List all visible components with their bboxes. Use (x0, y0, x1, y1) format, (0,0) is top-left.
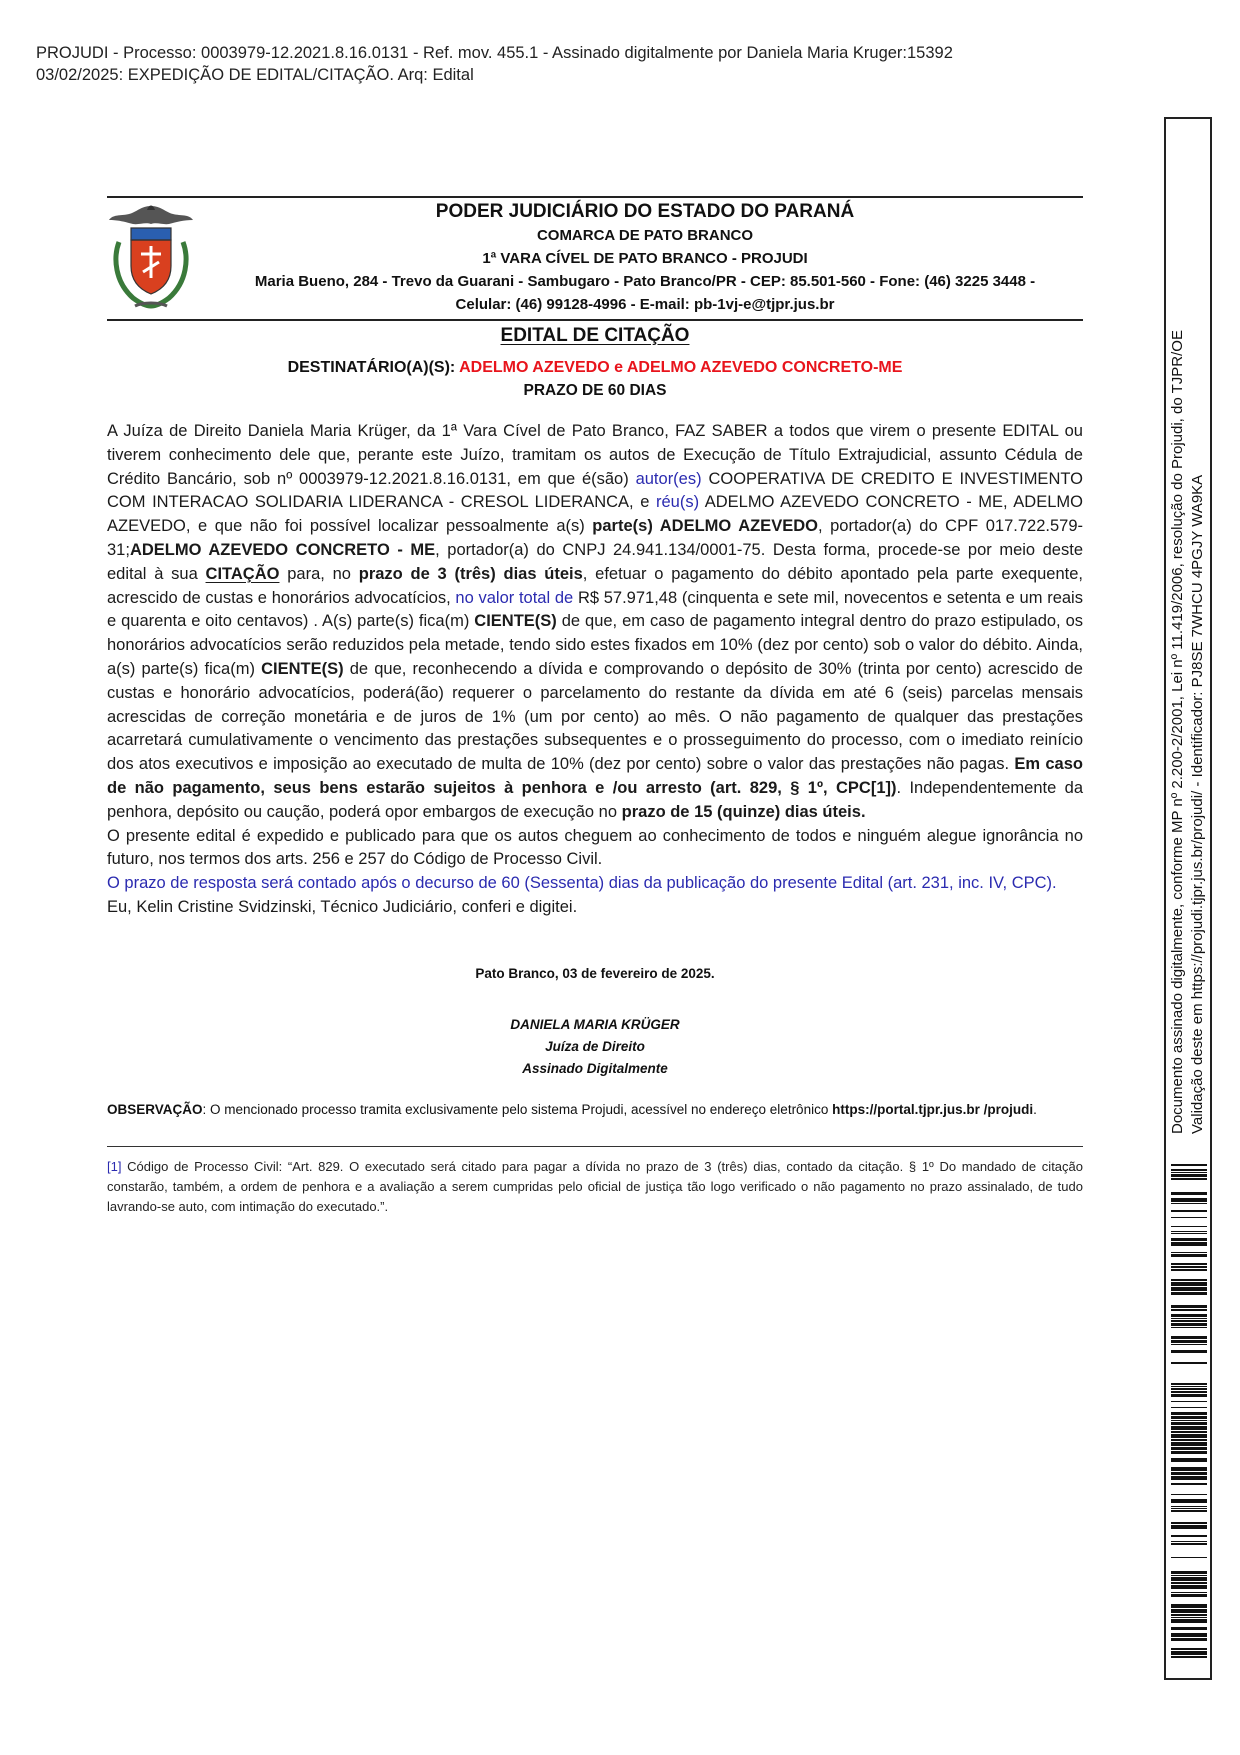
barcode-bar (1171, 1633, 1207, 1637)
barcode-bar (1171, 1292, 1207, 1295)
barcode-bar (1171, 1431, 1207, 1433)
reu-link: réu(s) (655, 493, 700, 512)
comarca: COMARCA DE PATO BRANCO (536, 227, 754, 244)
document-top-header (36, 42, 953, 86)
barcode-bar (1171, 1282, 1207, 1286)
observacao: OBSERVAÇÃO: O mencionado processo tramita exclusivamente pelo sistema Projudi, acessível no endereço eletrônico https://portal.tjpr.jus.br /projudi. (107, 1102, 1037, 1117)
citacao-term: CITAÇÃO (205, 564, 280, 583)
signed-digitally: Assinado Digitalmente (522, 1061, 668, 1076)
barcode-bar (1171, 1447, 1207, 1450)
body-paragraph-3: O prazo de resposta será contado após o decurso de 60 (Sessenta) dias da publicação do presente Edital (art. 231, inc. IV, CPC). (107, 874, 1057, 893)
barcode-bar (1171, 1541, 1207, 1542)
barcode-bar (1171, 1467, 1207, 1471)
header-line-1: PROJUDI - Processo: 0003979-12.2021.8.16.0131 - Ref. mov. 455.1 - Assinado digitalmente por Daniela Maria Kruger:15392 (36, 44, 953, 62)
barcode-bar (1171, 1422, 1207, 1425)
barcode-bar (1171, 1407, 1207, 1408)
barcode-bar (1171, 1494, 1207, 1495)
barcode-bar (1171, 1401, 1207, 1402)
body-paragraph-4: Eu, Kelin Cristine Svidzinski, Técnico Judiciário, conferi e digitei. (107, 897, 578, 916)
court-title: PODER JUDICIÁRIO DO ESTADO DO PARANÁ (435, 201, 855, 222)
barcode-bar (1171, 1383, 1207, 1385)
barcode-icon (1171, 1164, 1207, 1669)
barcode-bar (1171, 1178, 1207, 1180)
barcode-bar (1171, 1340, 1207, 1343)
barcode-bar (1171, 1510, 1207, 1512)
footnote-text: Código de Processo Civil: “Art. 829. O executado será citado para pagar a dívida no prazo de 3 (três) dias, contado da citação. § 1º Do mandado de citação constarão, também, a ordem de penhora e a avaliação a serem cumpridas pelo oficial de justiça tão logo verificado o não pagamento no prazo assinalado, de tudo lavrando-se auto, com intimação do executado.”. (107, 1159, 1083, 1214)
barcode-bar (1171, 1522, 1207, 1524)
barcode-bar (1171, 1476, 1207, 1480)
barcode-bar (1171, 1592, 1207, 1593)
prazo-heading: PRAZO DE 60 DIAS (523, 382, 667, 399)
barcode-bar (1171, 1434, 1207, 1438)
barcode-bar (1171, 1426, 1207, 1430)
digital-signature-stamp (1164, 117, 1212, 1680)
barcode-bar (1171, 1305, 1207, 1308)
barcode-bar (1171, 1394, 1207, 1397)
barcode-bar (1171, 1508, 1207, 1509)
barcode-bar (1171, 1648, 1207, 1650)
barcode-bar (1171, 1266, 1207, 1268)
barcode-bar (1171, 1585, 1207, 1589)
barcode-bar (1171, 1416, 1207, 1419)
barcode-bar (1171, 1483, 1207, 1485)
barcode-bar (1171, 1210, 1207, 1212)
observacao-label: OBSERVAÇÃO (107, 1102, 203, 1117)
barcode-bar (1171, 1439, 1207, 1441)
penhora-warning: Em caso de não pagamento, seus bens estarão sujeitos à penhora e /ou arresto (art. 829, § 1º, CPC[1]) (107, 755, 1083, 797)
barcode-bar (1171, 1263, 1207, 1265)
barcode-bar (1171, 1169, 1207, 1171)
barcode-bar (1171, 1582, 1207, 1584)
barcode-bar (1171, 1638, 1207, 1641)
barcode-bar (1171, 1543, 1207, 1545)
barcode-bar (1171, 1279, 1207, 1281)
barcode-bar (1171, 1252, 1207, 1253)
barcode-bar (1171, 1269, 1207, 1271)
barcode-bar (1171, 1627, 1207, 1630)
edital-title-block (107, 323, 1083, 403)
court-contact: Celular: (46) 99128-4996 - E-mail: pb-1vj-e@tjpr.jus.br (455, 296, 835, 313)
projudi-url[interactable]: https://portal.tjpr.jus.br /projudi (832, 1102, 1034, 1117)
barcode-bar (1171, 1535, 1207, 1537)
barcode-bar (1171, 1391, 1207, 1393)
barcode-bar (1171, 1617, 1207, 1618)
barcode-bar (1171, 1350, 1207, 1353)
barcode-bar (1171, 1226, 1207, 1227)
footnote (107, 1157, 1083, 1217)
header-line-2: 03/02/2025: EXPEDIÇÃO DE EDITAL/CITAÇÃO. Arq: Edital (36, 66, 474, 84)
edital-body (107, 420, 1083, 920)
barcode-bar (1171, 1309, 1207, 1311)
footnote-ref[interactable]: [1] (107, 1159, 122, 1174)
barcode-bar (1171, 1557, 1207, 1558)
dest-names: ADELMO AZEVEDO e ADELMO AZEVEDO CONCRETO-ME (459, 359, 903, 376)
barcode-bar (1171, 1420, 1207, 1421)
barcode-bar (1171, 1254, 1207, 1257)
barcode-bar (1171, 1506, 1207, 1507)
barcode-bar (1171, 1614, 1207, 1616)
coat-of-arms-icon (107, 202, 195, 312)
barcode-bar (1171, 1442, 1207, 1446)
stamp-text (1168, 134, 1208, 1134)
signature-block (107, 1014, 1083, 1080)
barcode-bar (1171, 1472, 1207, 1475)
signer-name: DANIELA MARIA KRÜGER (510, 1017, 680, 1032)
place-date: Pato Branco, 03 de fevereiro de 2025. (475, 966, 715, 981)
barcode-bar (1171, 1217, 1207, 1218)
barcode-bar (1171, 1525, 1207, 1529)
barcode-bar (1171, 1571, 1207, 1574)
barcode-bar (1171, 1314, 1207, 1317)
barcode-bar (1171, 1233, 1207, 1234)
stamp-line-2: Validação deste em https://projudi.tjpr.jus.br/projudi/ - Identificador: PJ8SE 7WHCU 4PGJY WA9KA (1189, 474, 1206, 1134)
barcode-bar (1171, 1609, 1207, 1613)
barcode-bar (1171, 1174, 1207, 1177)
body-paragraph-1: A Juíza de Direito Daniela Maria Krüger, da 1ª Vara Cível de Pato Branco, FAZ SABER a todos que virem o presente EDITAL ou tiverem conhecimento dele que, perante este Juízo, tramitam os autos de Execução de Título Extrajudicial, assunto Cédula de Crédito Bancário, sob nº 0003979-12.2021.8.16.0131, em que é(são) autor(es) COOPERATIVA DE CREDITO E INVESTIMENTO COM INTERACAO SOLIDARIA LIDERANCA - CRESOL LIDERANCA, e réu(s) ADELMO AZEVEDO CONCRETO - ME, ADELMO AZEVEDO, e que não foi possível localizar pessoalmente a(s) parte(s) ADELMO AZEVEDO, portador(a) do CPF 017.722.579-31;ADELMO AZEVEDO CONCRETO - ME, portador(a) do CNPJ 24.941.134/0001-75. Desta forma, procede-se por meio deste edital à sua CITAÇÃO para, no prazo de 3 (três) dias úteis, efetuar o pagamento do débito apontado pela parte exequente, acrescido de custas e honorários advocatícios, no valor total de R$ 57.971,48 (cinquenta e sete mil, novecentos e setenta e um reais e quarenta e oito centavos) . A(s) parte(s) fica(m) CIENTE(S) de que, em caso de pagamento integral dentro do prazo estipulado, os honorários advocatícios serão reduzidos pela metade, tendo sido estes fixados em 10% (dez por cento) sob o valor do débito. Ainda, a(s) parte(s) fica(m) CIENTE(S) de que, reconhecendo a dívida e comprovando o depósito de 30% (trinta por cento) acrescido de custas e honorário advocatícios, poderá(ão) requerer o parcelamento do restante da dívida em até 6 (seis) parcelas mensais acrescidas de correção monetária e de juros de 1% (um por cento) ao mês. O não pagamento de qualquer das prestações acarretará cumulativamente o vencimento das prestações subsequentes e o prosseguimento do processo, com o imediato reinício dos atos executivos e imposição ao executado de multa de 10% (dez por cento) sobre o valor das prestações não pagas. Em caso de não pagamento, seus bens estarão sujeitos à penhora e /ou arresto (art. 829, § 1º, CPC[1]). Independentemente da penhora, depósito ou caução, poderá opor embargos de execução no prazo de 15 (quinze) dias úteis. (107, 422, 1083, 821)
barcode-bar (1171, 1362, 1207, 1364)
barcode-bar (1171, 1344, 1207, 1345)
body-paragraph-2: O presente edital é expedido e publicado para que os autos cheguem ao conhecimento de todos e ninguém alegue ignorância no futuro, nos termos dos arts. 256 e 257 do Código de Processo Civil. (107, 826, 1083, 869)
barcode-bar (1171, 1242, 1207, 1246)
autor-link: autor(es) (635, 469, 702, 488)
barcode-bar (1171, 1327, 1207, 1328)
barcode-bar (1171, 1577, 1207, 1581)
barcode-bar (1171, 1164, 1207, 1166)
barcode-bar (1171, 1320, 1207, 1322)
barcode-bar (1171, 1458, 1207, 1462)
barcode-bar (1171, 1172, 1207, 1173)
edital-title: EDITAL DE CITAÇÃO (500, 325, 690, 346)
barcode-bar (1171, 1656, 1207, 1658)
stamp-line-1: Documento assinado digitalmente, conforme MP nº 2.200-2/2001, Lei nº 11.419/2006, resolução do Projudi, do TJPR/OE (1169, 330, 1186, 1134)
barcode-bar (1171, 1499, 1207, 1503)
barcode-bar (1171, 1619, 1207, 1623)
barcode-bar (1171, 1651, 1207, 1655)
barcode-bar (1171, 1231, 1207, 1232)
barcode-bar (1171, 1388, 1207, 1390)
court-header (107, 196, 1083, 313)
barcode-bar (1171, 1318, 1207, 1319)
destinatarios (107, 357, 1083, 379)
court-header-text (207, 196, 1083, 316)
vara: 1ª VARA CÍVEL DE PATO BRANCO - PROJUDI (482, 250, 808, 267)
valor-link: no valor total de (455, 588, 574, 607)
barcode-bar (1171, 1386, 1207, 1387)
signer-role: Juíza de Direito (545, 1039, 645, 1054)
barcode-bar (1171, 1412, 1207, 1415)
header-bottom-rule (107, 319, 1083, 321)
barcode-bar (1171, 1594, 1207, 1597)
barcode-bar (1171, 1198, 1207, 1202)
barcode-bar (1171, 1192, 1207, 1195)
barcode-bar (1171, 1336, 1207, 1339)
barcode-bar (1171, 1287, 1207, 1291)
footnote-rule (107, 1146, 1083, 1147)
dest-label: DESTINATÁRIO(A)(S): (287, 359, 456, 376)
barcode-bar (1171, 1323, 1207, 1326)
barcode-bar (1171, 1203, 1207, 1204)
barcode-bar (1171, 1238, 1207, 1241)
barcode-bar (1171, 1604, 1207, 1608)
barcode-bar (1171, 1575, 1207, 1576)
barcode-bar (1171, 1451, 1207, 1454)
court-address: Maria Bueno, 284 - Trevo da Guarani - Sambugaro - Pato Branco/PR - CEP: 85.501-560 - Fone: (46) 3225 3448 - (254, 273, 1036, 290)
